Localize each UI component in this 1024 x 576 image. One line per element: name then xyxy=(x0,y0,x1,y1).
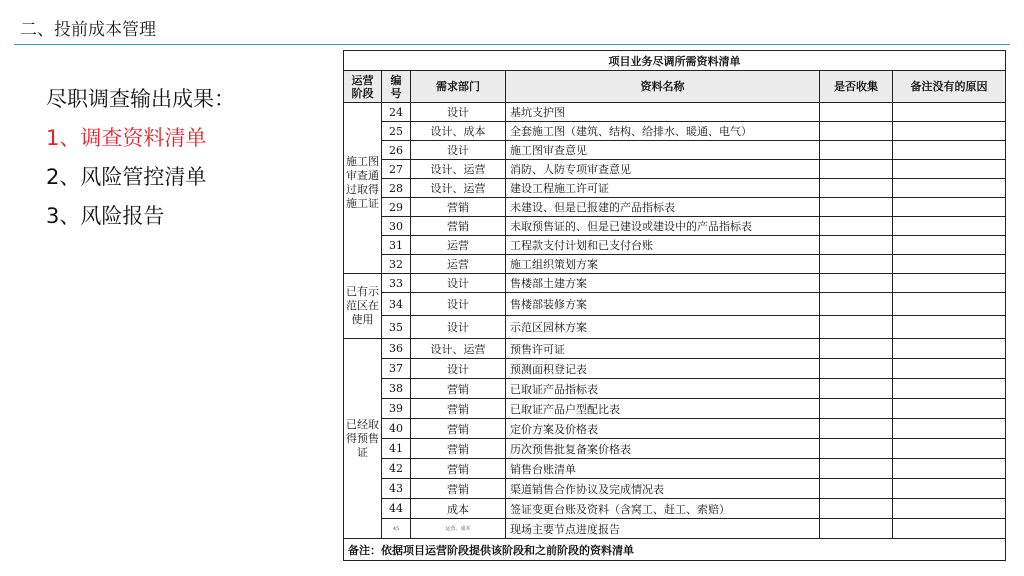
material-name-cell: 已取证产品指标表 xyxy=(506,379,820,399)
collected-cell[interactable] xyxy=(820,399,893,419)
stage-cell: 施工图审查通过取得施工证 xyxy=(344,103,382,274)
remark-cell[interactable] xyxy=(893,217,1006,236)
remark-cell[interactable] xyxy=(893,103,1006,122)
material-name-cell: 现场主要节点进度报告 xyxy=(506,519,820,539)
header-remark: 备注没有的原因 xyxy=(893,71,1006,103)
header-collected: 是否收集 xyxy=(820,71,893,103)
table-row xyxy=(344,339,1006,359)
material-name-cell: 签证变更台账及资料（含窝工、赶工、索赔） xyxy=(506,499,820,519)
table-row xyxy=(344,359,1006,379)
collected-cell[interactable] xyxy=(820,141,893,160)
department-cell: 成本 xyxy=(411,499,506,519)
material-name-cell: 销售台账清单 xyxy=(506,459,820,479)
material-name-cell: 未取预售证的、但是已建设或建设中的产品指标表 xyxy=(506,217,820,236)
department-cell: 设计 xyxy=(411,359,506,379)
material-name-cell: 定价方案及价格表 xyxy=(506,419,820,439)
remark-cell[interactable] xyxy=(893,499,1006,519)
material-name-cell: 基坑支护图 xyxy=(506,103,820,122)
collected-cell[interactable] xyxy=(820,217,893,236)
table-row xyxy=(344,141,1006,160)
remark-cell[interactable] xyxy=(893,316,1006,339)
remark-cell[interactable] xyxy=(893,399,1006,419)
table-caption: 项目业务尽调所需资料清单 xyxy=(344,51,1006,71)
department-cell: 设计、运营 xyxy=(411,160,506,179)
table-row xyxy=(344,459,1006,479)
material-name-cell: 消防、人防专项审查意见 xyxy=(506,160,820,179)
number-cell: 29 xyxy=(382,198,411,217)
header-number: 编号 xyxy=(382,71,411,103)
department-cell: 设计 xyxy=(411,293,506,316)
material-name-cell: 售楼部土建方案 xyxy=(506,274,820,293)
table-row xyxy=(344,399,1006,419)
table-row xyxy=(344,479,1006,499)
department-cell: 营销 xyxy=(411,379,506,399)
material-name-cell: 预售许可证 xyxy=(506,339,820,359)
outline-list xyxy=(46,80,235,236)
outline-item-2: 2、风险管控清单 xyxy=(46,165,207,189)
collected-cell[interactable] xyxy=(820,122,893,141)
department-cell: 运营 xyxy=(411,236,506,255)
department-cell: 营销 xyxy=(411,198,506,217)
outline-heading: 尽职调查输出成果： xyxy=(46,87,235,111)
number-cell: 34 xyxy=(382,293,411,316)
department-cell: 设计 xyxy=(411,103,506,122)
table-body xyxy=(344,103,1006,539)
remark-cell[interactable] xyxy=(893,479,1006,499)
number-cell: 40 xyxy=(382,419,411,439)
remark-cell[interactable] xyxy=(893,459,1006,479)
collected-cell[interactable] xyxy=(820,255,893,274)
remark-cell[interactable] xyxy=(893,439,1006,459)
material-name-cell: 未建设、但是已报建的产品指标表 xyxy=(506,198,820,217)
table-row xyxy=(344,236,1006,255)
collected-cell[interactable] xyxy=(820,179,893,198)
remark-cell[interactable] xyxy=(893,198,1006,217)
table-row xyxy=(344,103,1006,122)
remark-cell[interactable] xyxy=(893,141,1006,160)
table-row xyxy=(344,316,1006,339)
material-name-cell: 预测面积登记表 xyxy=(506,359,820,379)
department-cell: 运营、成本 xyxy=(411,519,506,539)
table-row xyxy=(344,179,1006,198)
outline-item-3: 3、风险报告 xyxy=(46,204,165,228)
remark-cell[interactable] xyxy=(893,122,1006,141)
table-footnote: 备注：依据项目运营阶段提供该阶段和之前阶段的资料清单 xyxy=(344,539,1006,561)
collected-cell[interactable] xyxy=(820,519,893,539)
department-cell: 营销 xyxy=(411,459,506,479)
stage-cell: 已经取得预售证 xyxy=(344,339,382,539)
collected-cell[interactable] xyxy=(820,479,893,499)
remark-cell[interactable] xyxy=(893,179,1006,198)
table-row xyxy=(344,293,1006,316)
material-name-cell: 工程款支付计划和已支付台账 xyxy=(506,236,820,255)
number-cell: 36 xyxy=(382,339,411,359)
department-cell: 设计 xyxy=(411,274,506,293)
table-row xyxy=(344,255,1006,274)
collected-cell[interactable] xyxy=(820,236,893,255)
material-name-cell: 渠道销售合作协议及完成情况表 xyxy=(506,479,820,499)
table-row xyxy=(344,519,1006,539)
number-cell: 37 xyxy=(382,359,411,379)
remark-cell[interactable] xyxy=(893,255,1006,274)
number-cell: 25 xyxy=(382,122,411,141)
remark-cell[interactable] xyxy=(893,236,1006,255)
material-name-cell: 已取证产品户型配比表 xyxy=(506,399,820,419)
number-cell: 24 xyxy=(382,103,411,122)
number-cell: 44 xyxy=(382,499,411,519)
number-cell: 41 xyxy=(382,439,411,459)
collected-cell[interactable] xyxy=(820,274,893,293)
header-department: 需求部门 xyxy=(411,71,506,103)
table-row xyxy=(344,274,1006,293)
table-row xyxy=(344,379,1006,399)
table-row xyxy=(344,499,1006,519)
collected-cell[interactable] xyxy=(820,499,893,519)
department-cell: 设计、运营 xyxy=(411,339,506,359)
material-name-cell: 全套施工图（建筑、结构、给排水、暖通、电气） xyxy=(506,122,820,141)
number-cell: 43 xyxy=(382,479,411,499)
materials-checklist-table xyxy=(343,50,1006,561)
department-cell: 设计 xyxy=(411,316,506,339)
collected-cell[interactable] xyxy=(820,459,893,479)
collected-cell[interactable] xyxy=(820,419,893,439)
number-cell: 35 xyxy=(382,316,411,339)
remark-cell[interactable] xyxy=(893,519,1006,539)
department-cell: 设计、成本 xyxy=(411,122,506,141)
remark-cell[interactable] xyxy=(893,359,1006,379)
material-name-cell: 示范区园林方案 xyxy=(506,316,820,339)
number-cell: 42 xyxy=(382,459,411,479)
collected-cell[interactable] xyxy=(820,379,893,399)
department-cell: 设计、运营 xyxy=(411,179,506,198)
remark-cell[interactable] xyxy=(893,419,1006,439)
title-divider xyxy=(14,44,1010,45)
remark-cell[interactable] xyxy=(893,379,1006,399)
number-cell: 32 xyxy=(382,255,411,274)
material-name-cell: 售楼部装修方案 xyxy=(506,293,820,316)
remark-cell[interactable] xyxy=(893,160,1006,179)
department-cell: 设计 xyxy=(411,141,506,160)
collected-cell[interactable] xyxy=(820,103,893,122)
collected-cell[interactable] xyxy=(820,359,893,379)
collected-cell[interactable] xyxy=(820,339,893,359)
material-name-cell: 施工图审查意见 xyxy=(506,141,820,160)
collected-cell[interactable] xyxy=(820,439,893,459)
department-cell: 营销 xyxy=(411,479,506,499)
material-name-cell: 历次预售批复备案价格表 xyxy=(506,439,820,459)
remark-cell[interactable] xyxy=(893,339,1006,359)
remark-cell[interactable] xyxy=(893,293,1006,316)
table-row xyxy=(344,217,1006,236)
outline-item-1: 1、调查资料清单 xyxy=(46,126,207,150)
number-cell: 30 xyxy=(382,217,411,236)
number-cell: 31 xyxy=(382,236,411,255)
stage-cell: 已有示范区在使用 xyxy=(344,274,382,339)
header-stage: 运营阶段 xyxy=(344,71,382,103)
collected-cell[interactable] xyxy=(820,316,893,339)
table-row xyxy=(344,439,1006,459)
header-material-name: 资料名称 xyxy=(506,71,820,103)
number-cell: 27 xyxy=(382,160,411,179)
table-row xyxy=(344,122,1006,141)
department-cell: 营销 xyxy=(411,399,506,419)
number-cell: 45 xyxy=(382,519,411,539)
collected-cell[interactable] xyxy=(820,293,893,316)
remark-cell[interactable] xyxy=(893,274,1006,293)
number-cell: 26 xyxy=(382,141,411,160)
slide-title: 二、投前成本管理 xyxy=(20,20,156,40)
collected-cell[interactable] xyxy=(820,198,893,217)
collected-cell[interactable] xyxy=(820,160,893,179)
department-cell: 营销 xyxy=(411,217,506,236)
table-row xyxy=(344,160,1006,179)
department-cell: 营销 xyxy=(411,439,506,459)
department-cell: 营销 xyxy=(411,419,506,439)
number-cell: 39 xyxy=(382,399,411,419)
number-cell: 33 xyxy=(382,274,411,293)
number-cell: 38 xyxy=(382,379,411,399)
department-cell: 运营 xyxy=(411,255,506,274)
material-name-cell: 施工组织策划方案 xyxy=(506,255,820,274)
material-name-cell: 建设工程施工许可证 xyxy=(506,179,820,198)
table-row xyxy=(344,419,1006,439)
table-row xyxy=(344,198,1006,217)
number-cell: 28 xyxy=(382,179,411,198)
